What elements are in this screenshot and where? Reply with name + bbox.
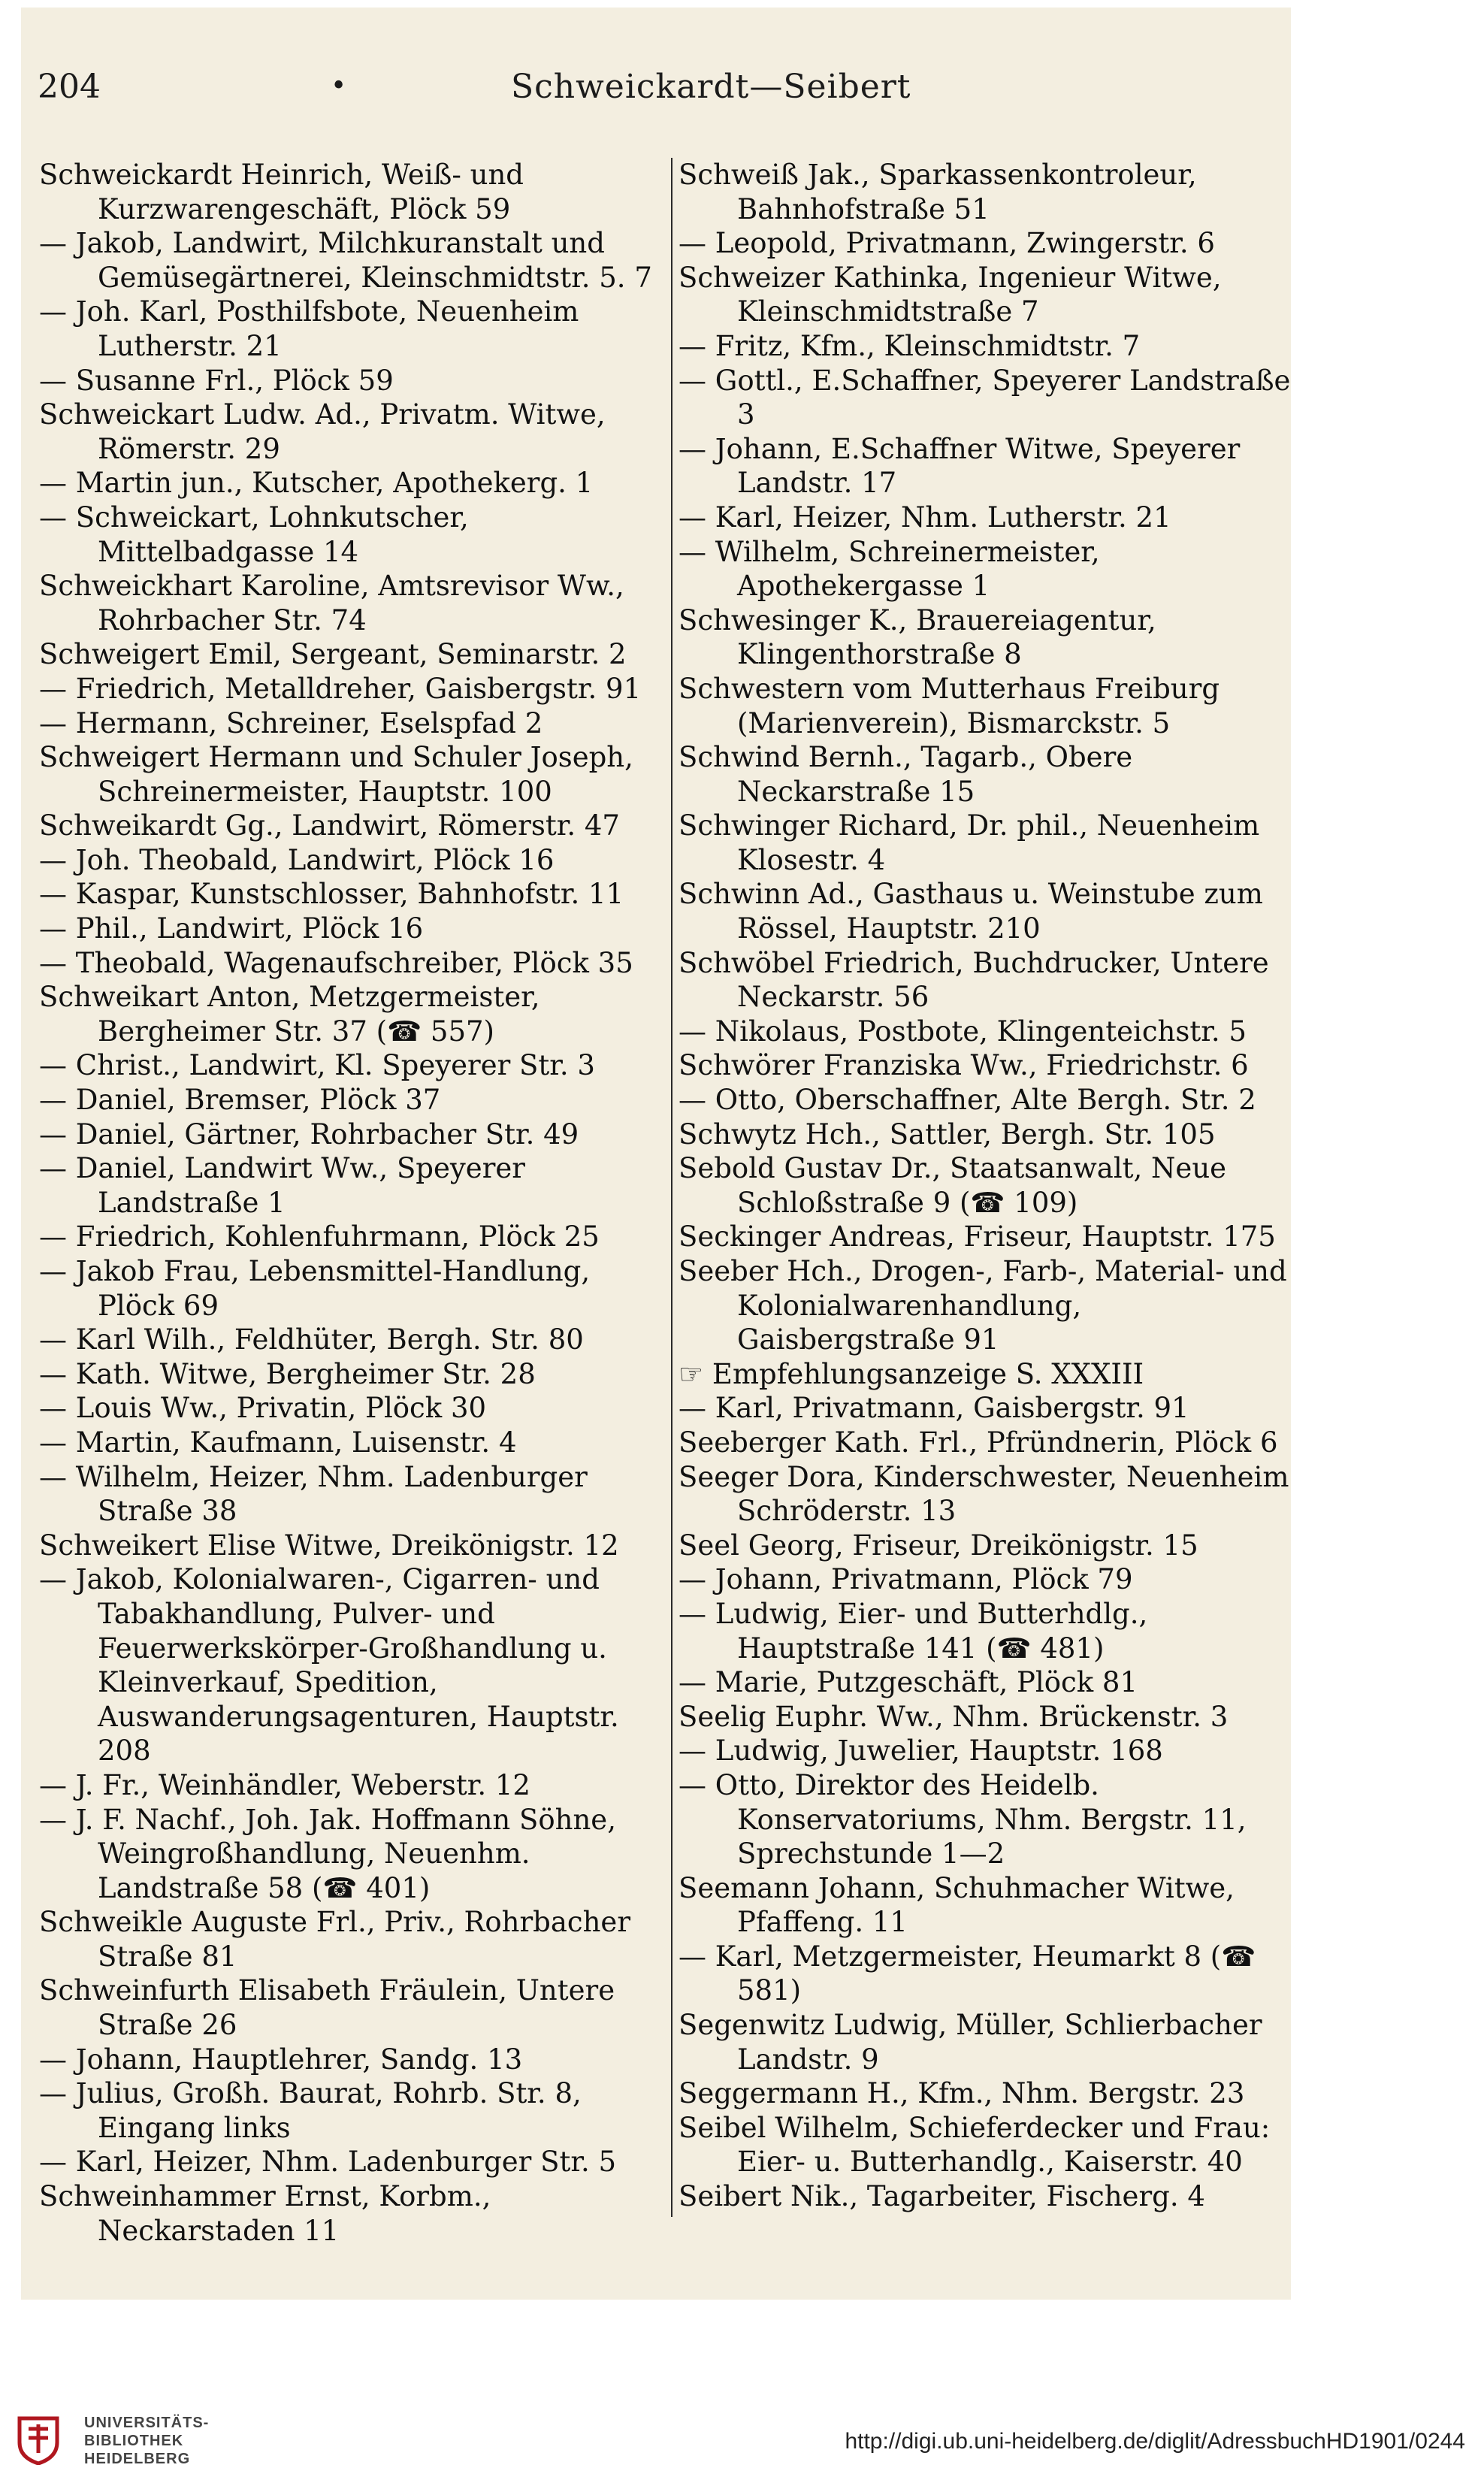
directory-entry: Sebold Gustav Dr., Staatsanwalt, Neue Schloßstraße 9 (☎ 109) [679,1152,1227,1219]
directory-entry: Seckinger Andreas, Friseur, Hauptstr. 175 [679,1220,1276,1254]
running-title: Schweickardt—Seibert [511,68,911,106]
directory-entry: — Daniel, Bremser, Plöck 37 [39,1084,441,1117]
directory-entry: Schweikart Anton, Metzgermeister, Bergheimer Str. 37 (☎ 557) [39,981,540,1048]
directory-entry: Schweigert Emil, Sergeant, Seminarstr. 2 [39,638,627,671]
directory-entry: — Kath. Witwe, Bergheimer Str. 28 [39,1357,536,1390]
directory-entry: — Marie, Putzgeschäft, Plöck 81 [679,1666,1138,1699]
directory-entry: — Karl, Privatmann, Gaisbergstr. 91 [679,1392,1189,1425]
directory-entry: Seemann Johann, Schuhmacher Witwe, Pfaffeng. 11 [679,1871,1235,1939]
directory-entry: — Wilhelm, Schreinermeister, Apothekergasse 1 [679,535,1100,603]
directory-entry: — Daniel, Gärtner, Rohrbacher Str. 49 [39,1117,579,1151]
directory-entry: — Friedrich, Kohlenfuhrmann, Plöck 25 [39,1220,600,1254]
directory-entry: — J. F. Nachf., Joh. Jak. Hoffmann Söhne, Weingroßhandlung, Neuenhm. Landstraße 58 (☎ 401) [39,1803,616,1904]
library-logo-text [84,2414,209,2468]
directory-entry: Seeberger Kath. Frl., Pfründnerin, Plöck 6 [679,1426,1278,1459]
directory-entry: Schweizer Kathinka, Ingenieur Witwe, Kleinschmidtstraße 7 [679,261,1222,328]
directory-entry: Schweickhart Karoline, Amtsrevisor Ww., Rohrbacher Str. 74 [39,570,624,637]
directory-entry: — Ludwig, Juwelier, Hauptstr. 168 [679,1734,1163,1768]
directory-entry: Schwöbel Friedrich, Buchdrucker, Untere Neckarstr. 56 [679,946,1269,1014]
directory-entry: Schwestern vom Mutterhaus Freiburg (Marienverein), Bismarckstr. 5 [679,672,1220,739]
header-separator: • [331,71,347,101]
source-url-link[interactable]: http://digi.ub.uni-heidelberg.de/diglit/AdressbuchHD1901/0244 [845,2429,1465,2454]
directory-entry: — Martin, Kaufmann, Luisenstr. 4 [39,1426,517,1459]
directory-entry: — Daniel, Landwirt Ww., Speyerer Landstraße 1 [39,1152,525,1219]
directory-entry: Seeger Dora, Kinderschwester, Neuenheim Schröderstr. 13 [679,1460,1289,1528]
directory-entry: — Friedrich, Metalldreher, Gaisbergstr. 91 [39,672,642,705]
university-seal-icon [15,2412,62,2465]
directory-entry: — Jakob, Kolonialwaren-, Cigarren- und Tabakhandlung, Pulver- und Feuerwerkskörper-Großhandlung u. Kleinverkauf, Spedition, Auswanderungsagenturen, Hauptstr. 208 [39,1563,619,1768]
directory-entry: ☞ Empfehlungsanzeige S. XXXIII [679,1357,1144,1390]
directory-entry: — Jakob Frau, Lebensmittel-Handlung, Plöck 69 [39,1255,591,1322]
directory-entry: Schweinfurth Elisabeth Fräulein, Untere Straße 26 [39,1974,615,2042]
directory-entry: Seibert Nik., Tagarbeiter, Fischerg. 4 [679,2180,1205,2213]
directory-entry: — Otto, Oberschaffner, Alte Bergh. Str. 2 [679,1084,1256,1117]
directory-entry: Seeber Hch., Drogen-, Farb-, Material- und Kolonialwarenhandlung, Gaisbergstraße 91 [679,1255,1287,1356]
directory-entry: Schwesinger K., Brauereiagentur, Klingenthorstraße 8 [679,603,1156,671]
directory-entry: — Jakob, Landwirt, Milchkuranstalt und Gemüsegärtnerei, Kleinschmidtstr. 5. 7 [39,227,652,294]
page-number: 204 [38,68,101,106]
directory-entry: — Karl, Heizer, Nhm. Ladenburger Str. 5 [39,2146,617,2179]
directory-entry: — Martin jun., Kutscher, Apothekerg. 1 [39,467,594,500]
directory-entry: — Karl, Metzgermeister, Heumarkt 8 (☎ 581) [679,1940,1256,2007]
directory-entry: — Julius, Großh. Baurat, Rohrb. Str. 8, Eingang links [39,2077,582,2144]
directory-entry: Schweickart Ludw. Ad., Privatm. Witwe, Römerstr. 29 [39,398,606,465]
directory-entry: — Karl Wilh., Feldhüter, Bergh. Str. 80 [39,1323,584,1356]
directory-entry: Seelig Euphr. Ww., Nhm. Brückenstr. 3 [679,1700,1229,1733]
scanned-page [21,8,1291,2300]
directory-entry: — Karl, Heizer, Nhm. Lutherstr. 21 [679,501,1171,534]
directory-entry: — Hermann, Schreiner, Eselspfad 2 [39,706,543,739]
directory-entry: — Joh. Theobald, Landwirt, Plöck 16 [39,843,555,876]
directory-entry: Schweiß Jak., Sparkassenkontroleur, Bahnhofstraße 51 [679,159,1197,225]
directory-entry: — Wilhelm, Heizer, Nhm. Ladenburger Straße 38 [39,1460,588,1528]
directory-entry: Seggermann H., Kfm., Nhm. Bergstr. 23 [679,2077,1245,2110]
directory-entry: — Kaspar, Kunstschlosser, Bahnhofstr. 11 [39,878,624,911]
directory-entry: — Phil., Landwirt, Plöck 16 [39,912,424,945]
directory-entry: Schwytz Hch., Sattler, Bergh. Str. 105 [679,1117,1216,1151]
directory-entry: — Johann, E.Schaffner Witwe, Speyerer Landstr. 17 [679,432,1241,500]
directory-entry: Schweickardt Heinrich, Weiß- und Kurzwarengeschäft, Plöck 59 [39,159,524,225]
directory-entry: — Nikolaus, Postbote, Klingenteichstr. 5 [679,1015,1247,1048]
directory-entry: — Theobald, Wagenaufschreiber, Plöck 35 [39,946,633,979]
footer [0,2390,1484,2489]
directory-entry: — Christ., Landwirt, Kl. Speyerer Str. 3 [39,1049,595,1082]
directory-entry: Schweikle Auguste Frl., Priv., Rohrbacher Straße 81 [39,1906,631,1973]
directory-entry: Schwinger Richard, Dr. phil., Neuenheim Klosestr. 4 [679,809,1260,876]
directory-entry: — Susanne Frl., Plöck 59 [39,364,394,397]
directory-entry: — Leopold, Privatmann, Zwingerstr. 6 [679,227,1215,260]
directory-entry: Schwörer Franziska Ww., Friedrichstr. 6 [679,1049,1249,1082]
left-column [39,158,663,2248]
directory-entry: — Schweickart, Lohnkutscher, Mittelbadgasse 14 [39,501,469,568]
directory-entry: — Louis Ww., Privatin, Plöck 30 [39,1392,487,1425]
directory-entry: — Johann, Hauptlehrer, Sandg. 13 [39,2043,523,2076]
column-divider [671,158,672,2217]
directory-entry: Schweikardt Gg., Landwirt, Römerstr. 47 [39,809,620,842]
directory-entry: Segenwitz Ludwig, Müller, Schlierbacher Landstr. 9 [679,2009,1262,2076]
directory-entry: — Fritz, Kfm., Kleinschmidtstr. 7 [679,329,1141,362]
directory-entry: Schwinn Ad., Gasthaus u. Weinstube zum Rössel, Hauptstr. 210 [679,878,1263,945]
directory-entry: Seel Georg, Friseur, Dreikönigstr. 15 [679,1529,1198,1562]
library-name-line3: HEIDELBERG [84,2451,191,2467]
right-column [679,158,1302,2214]
directory-entry: Schweigert Hermann und Schuler Joseph, Schreinermeister, Hauptstr. 100 [39,741,633,808]
directory-entry: — J. Fr., Weinhändler, Weberstr. 12 [39,1768,530,1801]
directory-entry: Seibel Wilhelm, Schieferdecker und Frau: Eier- u. Butterhandlg., Kaiserstr. 40 [679,2111,1271,2179]
directory-entry: — Ludwig, Eier- und Butterhdlg., Hauptstraße 141 (☎ 481) [679,1597,1148,1665]
directory-entry: Schweinhammer Ernst, Korbm., Neckarstaden 11 [39,2180,491,2247]
directory-entry: Schweikert Elise Witwe, Dreikönigstr. 12 [39,1529,619,1562]
page-header [21,8,1291,106]
library-name-line2: BIBLIOTHEK [84,2433,184,2449]
directory-entry: — Joh. Karl, Posthilfsbote, Neuenheim Lutherstr. 21 [39,295,579,362]
directory-entry: — Otto, Direktor des Heidelb. Konservatoriums, Nhm. Bergstr. 11, Sprechstunde 1—2 [679,1768,1247,1871]
library-name-line1: UNIVERSITÄTS- [84,2415,210,2431]
directory-entry: — Gottl., E.Schaffner, Speyerer Landstraße 3 [679,364,1291,431]
directory-entry: — Johann, Privatmann, Plöck 79 [679,1563,1133,1596]
directory-entry: Schwind Bernh., Tagarb., Obere Neckarstraße 15 [679,741,1133,808]
